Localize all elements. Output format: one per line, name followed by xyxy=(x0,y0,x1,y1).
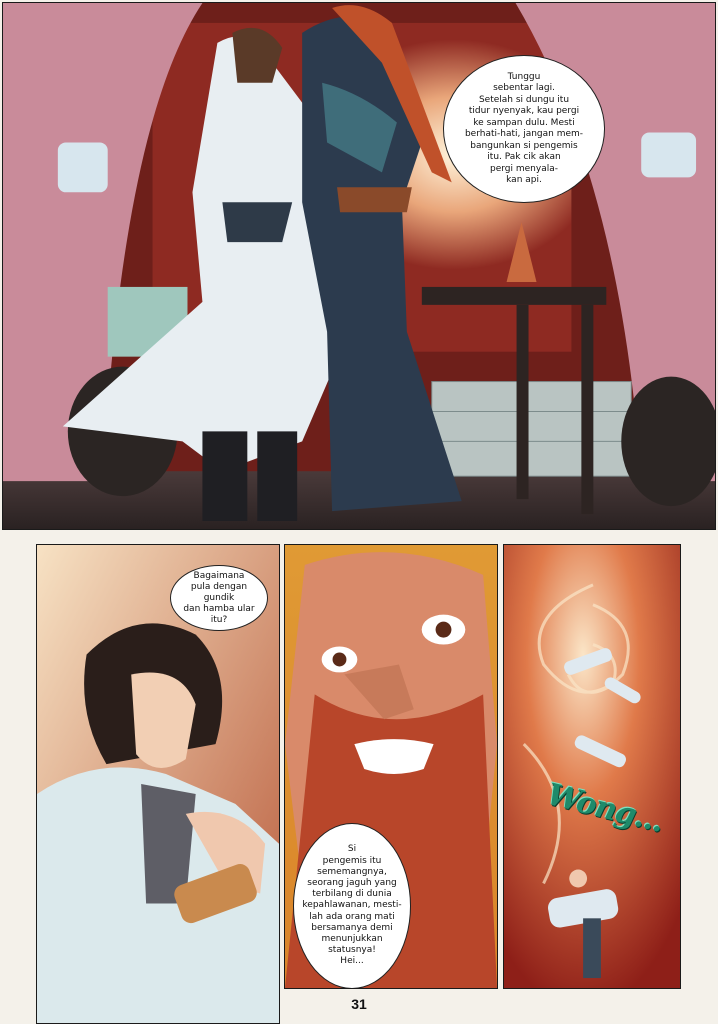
speech-bubble-3: Si pengemis itu sememangnya, seorang jaguh yang terbilang di dunia kepahlawanan, mesti- lah ada orang mati bersamanya demi menunjukkan statusnya! Hei... xyxy=(293,823,411,989)
panel-1 xyxy=(2,2,716,530)
table xyxy=(422,287,606,305)
panel-3 xyxy=(284,544,498,989)
two-men-standing-illustration xyxy=(3,3,715,529)
teeth xyxy=(354,739,433,774)
panel-2 xyxy=(36,544,280,1024)
speech-bubble-2: Bagaimana pula dengan gundik dan hamba ular itu? xyxy=(170,565,268,631)
action-whirlwind-illustration xyxy=(504,545,680,988)
sound-effect-text: Wong... xyxy=(543,777,667,840)
speech-bubble-1: Tunggu sebentar lagi. Setelah si dungu itu tidur nyenyak, kau pergi ke sampan dulu. Mesti berhati-hati, jangan mem- bangunkan si pengemis itu. Pak cik akan pergi menyala- kan api. xyxy=(443,55,605,203)
panel-4 xyxy=(503,544,681,989)
page-number: 31 xyxy=(351,996,367,1012)
